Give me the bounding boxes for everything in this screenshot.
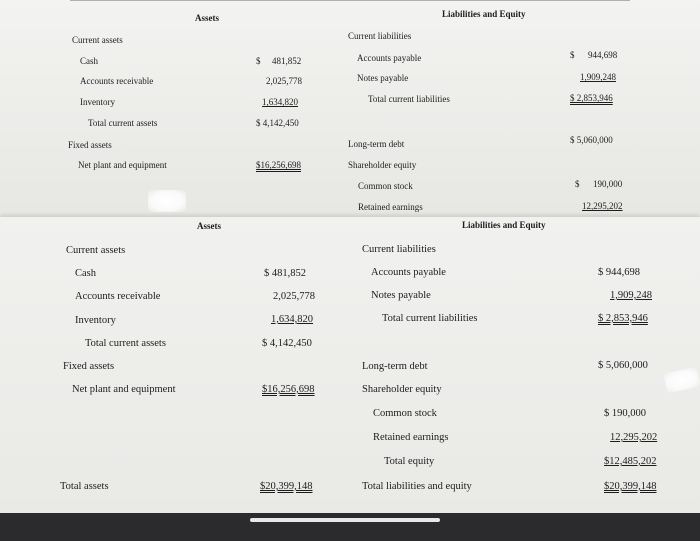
inventory-label: Inventory [75,315,116,326]
accounts-payable-value: 944,698 [588,50,618,60]
cash-value: $ 481,852 [264,268,306,279]
current-liabilities-label: Current liabilities [362,244,436,255]
total-current-assets-label: Total current assets [88,118,158,128]
accounts-receivable-label: Accounts receivable [75,291,161,302]
light-glare [663,367,700,394]
accounts-receivable-label: Accounts receivable [80,76,154,86]
total-current-liabilities-label: Total current liabilities [382,313,478,324]
accounts-payable-value: $ 944,698 [598,267,640,278]
accounts-payable-label: Accounts payable [357,53,422,63]
long-term-debt-label: Long-term debt [348,139,405,149]
total-current-liabilities-label: Total current liabilities [368,94,450,104]
long-term-debt-value: $ 5,060,000 [570,135,613,145]
total-assets-label: Total assets [60,481,109,492]
common-stock-value: $ 190,000 [604,408,646,419]
total-current-liabilities-value: $ 2,853,946 [598,313,648,324]
current-assets-label: Current assets [66,245,126,256]
accounts-payable-label: Accounts payable [371,267,446,278]
current-liabilities-label: Current liabilities [348,31,412,41]
total-equity-label: Total equity [384,456,435,467]
notes-payable-label: Notes payable [357,73,409,83]
total-current-assets-value: $ 4,142,450 [256,118,299,128]
net-plant-value: $16,256,698 [262,384,315,395]
retained-earnings-value: 12,295,202 [582,201,623,211]
light-glare [148,190,186,212]
inventory-value: 1,634,820 [271,314,313,325]
total-current-liabilities-value: $ 2,853,946 [570,93,613,103]
accounts-receivable-value: 2,025,778 [266,76,302,86]
long-term-debt-value: $ 5,060,000 [598,360,648,371]
current-assets-label: Current assets [72,35,123,45]
shareholder-equity-label: Shareholder equity [362,384,442,395]
retained-earnings-label: Retained earnings [358,202,423,212]
inventory-value: 1,634,820 [262,97,298,107]
retained-earnings-value: 12,295,202 [610,432,658,443]
notes-payable-label: Notes payable [371,290,431,301]
net-plant-label: Net plant and equipment [78,160,167,170]
retained-earnings-label: Retained earnings [373,432,449,443]
total-current-assets-label: Total current assets [85,338,166,349]
balance-sheet-bottom [0,217,700,513]
cash-currency: $ [256,56,261,66]
common-stock-value: 190,000 [593,179,623,189]
balance-sheet-top [0,0,700,228]
accounts-receivable-value: 2,025,778 [273,291,315,302]
total-liabilities-equity-label: Total liabilities and equity [362,481,472,492]
header-rule [70,0,630,1]
common-stock-currency: $ [575,179,580,189]
net-plant-value: $16,256,698 [256,160,301,170]
shareholder-equity-label: Shareholder equity [348,160,417,170]
inventory-label: Inventory [80,97,115,107]
total-liabilities-equity-value: $20,399,148 [604,481,657,492]
header-liabilities-equity: Liabilities and Equity [442,9,526,19]
fixed-assets-label: Fixed assets [63,361,115,372]
cash-label: Cash [80,56,98,66]
notes-payable-value: 1,909,248 [610,290,652,301]
accounts-payable-currency: $ [570,50,575,60]
cash-value: 481,852 [272,56,302,66]
long-term-debt-label: Long-term debt [362,361,428,372]
cash-label: Cash [75,268,96,279]
total-assets-value: $20,399,148 [260,481,313,492]
total-equity-value: $12,485,202 [604,456,657,467]
fixed-assets-label: Fixed assets [68,140,112,150]
header-liabilities-equity: Liabilities and Equity [462,220,546,230]
header-assets: Assets [195,13,219,23]
common-stock-label: Common stock [373,408,437,419]
notes-payable-value: 1,909,248 [580,72,616,82]
net-plant-label: Net plant and equipment [72,384,176,395]
common-stock-label: Common stock [358,181,413,191]
total-current-assets-value: $ 4,142,450 [262,338,312,349]
header-assets: Assets [197,221,221,231]
home-indicator[interactable] [250,518,440,522]
